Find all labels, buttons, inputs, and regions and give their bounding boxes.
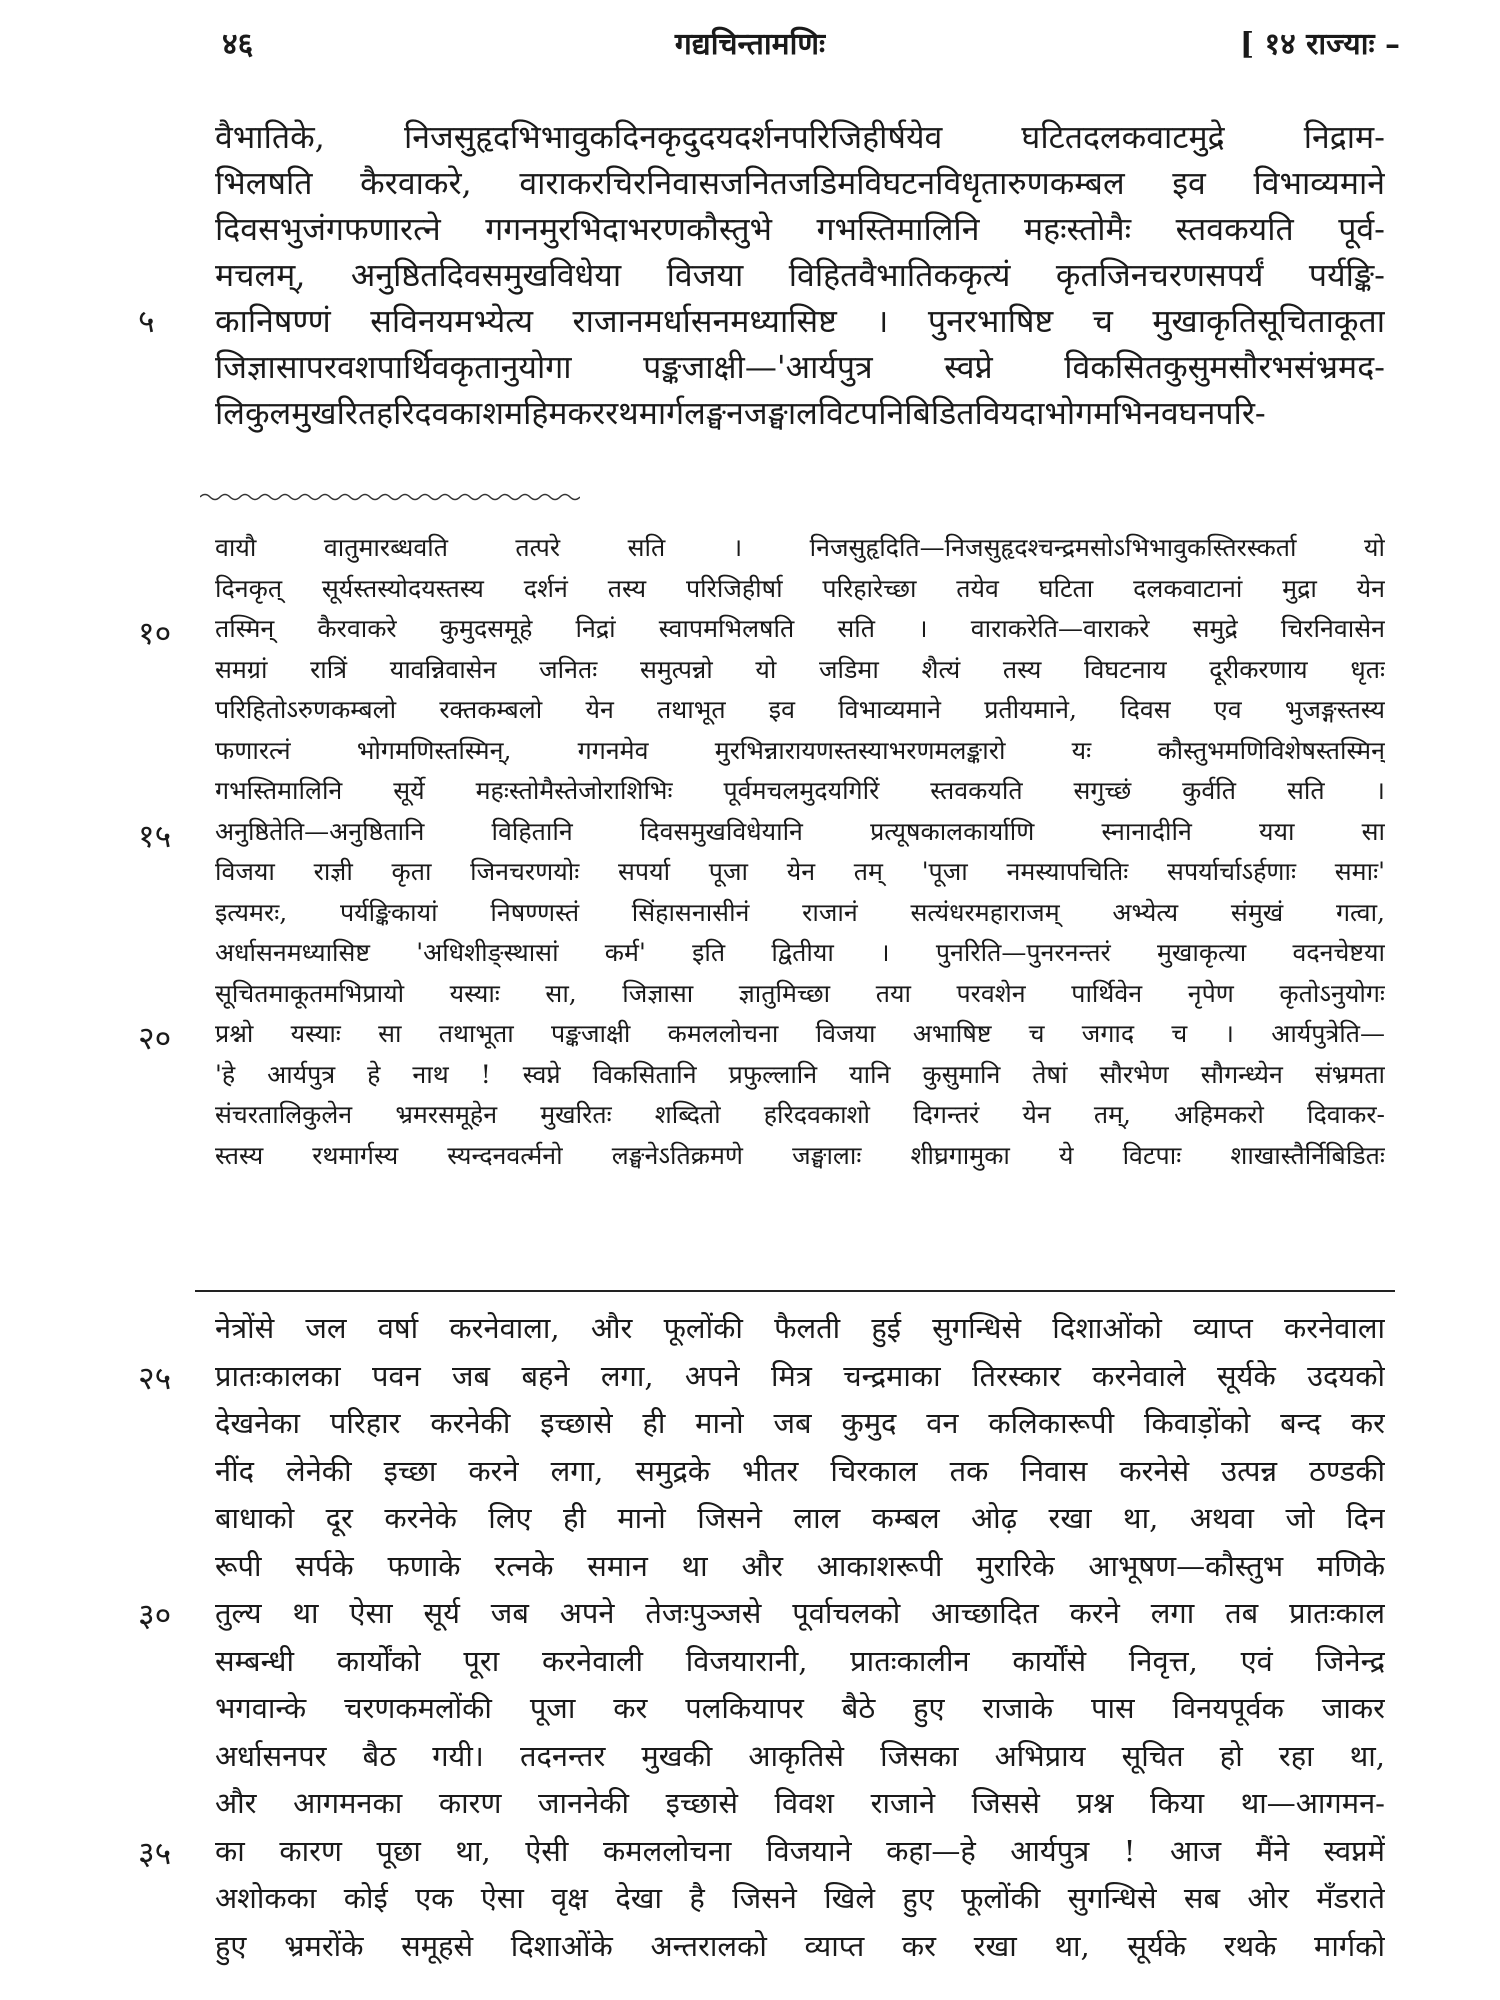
- translation-line: देखनेका परिहार करनेकी इच्छासे ही मानो जब कुमुद वन कलिकारूपी किवाड़ोंको बन्द कर: [215, 1406, 1385, 1440]
- commentary-line: विजया राज्ञी कृता जिनचरणयोः सपर्या पूजा येन तम् 'पूजा नमस्यापचितिः सपर्यार्चाऽर्हणाः समाः': [215, 857, 1385, 886]
- line-number: २०: [138, 1019, 172, 1057]
- commentary-line: तस्मिन् कैरवाकरे कुमुदसमूहे निद्रां स्वापमभिलषति सति । वाराकरेति—वाराकरे समुद्रे चिरनिवासेन: [215, 614, 1385, 643]
- commentary-line: स्तस्य रथमार्गस्य स्यन्दनवर्त्मनो लङ्घनेऽतिक्रमणे जङ्घालाः शीघ्रगामुका ये विटपाः शाखास्तैर्निबिडितः: [215, 1140, 1385, 1170]
- verse-line: वैभातिके, निजसुहृदभिभावुकदिनकृदुदयदर्शनपरिजिहीर्षयेव घटितदलकवाटमुद्रे निद्राम-: [215, 118, 1385, 156]
- translation-line: रूपी सर्पके फणाके रत्नके समान था और आकाशरूपी मुरारिके आभूषण—कौस्तुभ मणिके: [215, 1548, 1385, 1583]
- commentary-line: वायौ वातुमारब्धवति तत्परे सति । निजसुहृदिति—निजसुहृदश्चन्द्रमसोऽभिभावुकस्तिरस्कर्ता यो: [215, 533, 1385, 562]
- commentary-line: गभस्तिमालिनि सूर्ये महःस्तोमैस्तेजोराशिभिः पूर्वमचलमुदयगिरिं स्तवकयति सगुच्छं कुर्वति सति ।: [215, 776, 1385, 805]
- page-header: [0, 22, 1500, 82]
- verse-line: जिज्ञासापरवशपार्थिवकृतानुयोगा पङ्कजाक्षी—'आर्यपुत्र स्वप्ने विकसितकुसुमसौरभसंभ्रमद-: [215, 348, 1385, 386]
- running-title: गद्यचिन्तामणिः: [674, 27, 826, 62]
- line-number: १५: [138, 816, 172, 855]
- commentary-line: समग्रां रात्रिं यावन्निवासेन जनितः समुत्पन्नो यो जडिमा शैत्यं तस्य विघटनाय दूरीकरणाय धृतः: [215, 654, 1385, 684]
- verse-line: दिवसभुजंगफणारत्ने गगनमुरभिदाभरणकौस्तुभे गभस्तिमालिनि महःस्तोमैः स्तवकयति पूर्व-: [215, 210, 1385, 248]
- translation-line: प्रातःकालका पवन जब बहने लगा, अपने मित्र चन्द्रमाका तिरस्कार करनेवाले सूर्यके उदयको: [215, 1358, 1385, 1393]
- translation-line: नींद लेनेकी इच्छा करने लगा, समुद्रके भीतर चिरकाल तक निवास करनेसे उत्पन्न ठण्डकी: [215, 1453, 1385, 1488]
- translation-line: अशोकका कोई एक ऐसा वृक्ष देखा है जिसने खिले हुए फूलोंकी सुगन्धिसे सब ओर मँडराते: [215, 1881, 1385, 1915]
- commentary-line: प्रश्नो यस्याः सा तथाभूता पङ्कजाक्षी कमललोचना विजया अभाषिष्ट च जगाद च । आर्यपुत्रेति—: [215, 1019, 1385, 1048]
- commentary-line: अनुष्ठितेति—अनुष्ठितानि विहितानि दिवसमुखविधेयानि प्रत्यूषकालकार्याणि स्नानादीनि यया सा: [215, 816, 1385, 846]
- translation-line: तुल्य था ऐसा सूर्य जब अपने तेजःपुञ्जसे पूर्वाचलको आच्छादित करने लगा तब प्रातःकाल: [215, 1596, 1385, 1630]
- page-number: ४६: [222, 27, 254, 62]
- translation-line: का कारण पूछा था, ऐसी कमललोचना विजयाने कहा—हे आर्यपुत्र ! आज मैंने स्वप्नमें: [215, 1833, 1385, 1868]
- section-divider: [195, 1290, 1395, 1292]
- translation-line: भगवान्के चरणकमलोंकी पूजा कर पलकियापर बैठे हुए राजाके पास विनयपूर्वक जाकर: [215, 1691, 1385, 1725]
- verse-line: भिलषति कैरवाकरे, वाराकरचिरनिवासजनितजडिमविघटनविधृतारुणकम्बल इव विभाव्यमाने: [215, 164, 1385, 202]
- commentary-line: फणारत्नं भोगमणिस्तस्मिन्, गगनमेव मुरभिन्नारायणस्तस्याभरणमलङ्कारो यः कौस्तुभमणिविशेषस्तस्मिन्: [215, 735, 1385, 765]
- commentary-line: परिहितोऽरुणकम्बलो रक्तकम्बलो येन तथाभूत इव विभाव्यमाने प्रतीयमाने, दिवस एव भुजङ्गस्तस्य: [215, 695, 1385, 724]
- line-number: ३५: [138, 1833, 172, 1872]
- translation-line: सम्बन्धी कार्योंको पूरा करनेवाली विजयारानी, प्रातःकालीन कार्योंसे निवृत्त, एवं जिनेन्द्र: [215, 1643, 1385, 1678]
- line-number: १०: [138, 614, 172, 652]
- commentary-line: दिनकृत् सूर्यस्तस्योदयस्तस्य दर्शनं तस्य परिजिहीर्षा परिहारेच्छा तयेव घटिता दलकवाटानां मुद्रा येन: [215, 573, 1385, 603]
- commentary-line: संचरतालिकुलेन भ्रमरसमूहेन मुखरितः शब्दितो हरिदवकाशो दिगन्तरं येन तम्, अहिमकरो दिवाकर-: [215, 1100, 1385, 1129]
- commentary-line: अर्धासनमध्यासिष्ट 'अधिशीङ्स्थासां कर्म' इति द्वितीया । पुनरिति—पुनरनन्तरं मुखाकृत्या वदनचेष्टया: [215, 938, 1385, 967]
- translation-line: हुए भ्रमरोंके समूहसे दिशाओंके अन्तरालको व्याप्त कर रखा था, सूर्यके रथके मार्गको: [215, 1928, 1385, 1963]
- translation-line: बाधाको दूर करनेके लिए ही मानो जिसने लाल कम्बल ओढ़ रखा था, अथवा जो दिन: [215, 1501, 1385, 1535]
- line-number: ३०: [138, 1596, 172, 1634]
- line-number: ५: [138, 302, 155, 340]
- verse-line: मचलम्, अनुष्ठितदिवसमुखविधेया विजया विहितवैभातिककृत्यं कृतजिनचरणसपर्यं पर्यङ्कि-: [215, 256, 1385, 294]
- translation-line: अर्धासनपर बैठ गयी। तदनन्तर मुखकी आकृतिसे जिसका अभिप्राय सूचित हो रहा था,: [215, 1738, 1385, 1773]
- wavy-divider: [200, 492, 580, 502]
- commentary-line: सूचितमाकूतमभिप्रायो यस्याः सा, जिज्ञासा ज्ञातुमिच्छा तया परवशेन पार्थिवेन नृपेण कृतोऽनुयोगः: [215, 978, 1385, 1008]
- translation-line: और आगमनका कारण जाननेकी इच्छासे विवश राजाने जिससे प्रश्न किया था—आगमन-: [215, 1786, 1385, 1820]
- commentary-line: 'हे आर्यपुत्र हे नाथ ! स्वप्ने विकसितानि प्रफुल्लानि यानि कुसुमानि तेषां सौरभेण सौगन्ध्येन संभ्रमता: [215, 1059, 1385, 1089]
- verse-line: लिकुलमुखरितहरिदवकाशमहिमकररथमार्गलङ्घनजङ्घालविटपनिबिडितवियदाभोगमभिनवघनपरि-: [215, 394, 1266, 432]
- verse-line: कानिषण्णं सविनयमभ्येत्य राजानमर्धासनमध्यासिष्ट । पुनरभाषिष्ट च मुखाकृतिसूचिताकूता: [215, 302, 1385, 340]
- line-number: २५: [138, 1358, 172, 1397]
- commentary-line: इत्यमरः, पर्यङ्किकायां निषण्णस्तं सिंहासनासीनं राजानं सत्यंधरमहाराजम् अभ्येत्य संमुखं गत्वा,: [215, 897, 1385, 927]
- translation-line: नेत्रोंसे जल वर्षा करनेवाला, और फूलोंकी फैलती हुई सुगन्धिसे दिशाओंको व्याप्त करनेवाला: [215, 1311, 1385, 1345]
- section-marker: [ १४ राज्याः –: [1239, 27, 1400, 62]
